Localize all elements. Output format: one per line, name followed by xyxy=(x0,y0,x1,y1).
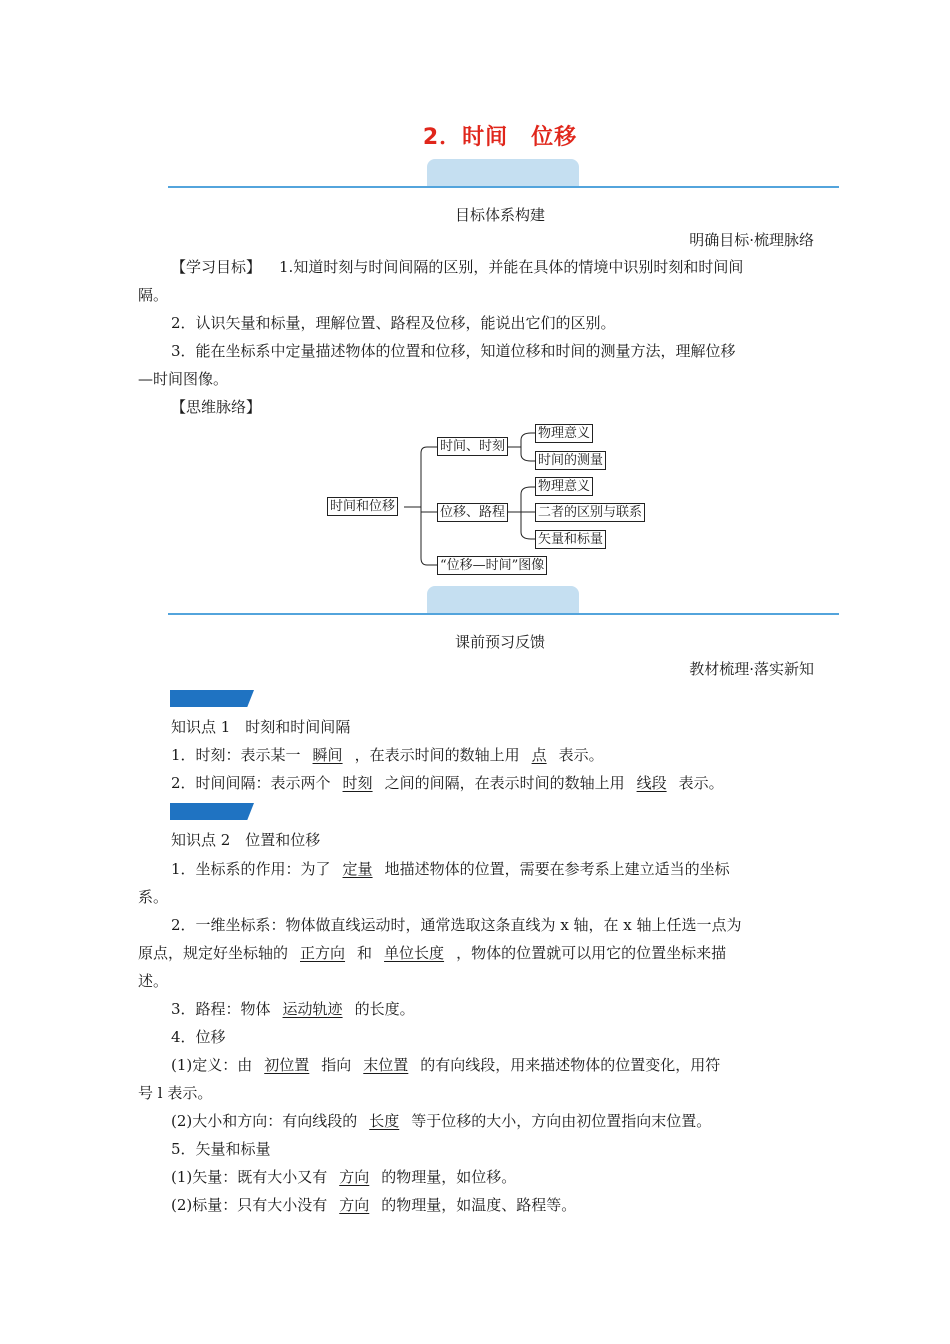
fill-blank: 时刻 xyxy=(342,774,373,792)
text: (1)矢量：既有大小又有 xyxy=(171,1168,328,1186)
mindmap-branch: “位移—时间”图像 xyxy=(437,556,547,575)
knowledge-badge xyxy=(170,690,254,707)
fill-blank: 线段 xyxy=(636,774,667,792)
goals-label: 【学习目标】 xyxy=(171,258,262,276)
text: 2．时间间隔：表示两个 xyxy=(171,774,331,792)
mindmap-label: 【思维脉络】 xyxy=(171,398,262,416)
goal-text: 1.知道时刻与时间间隔的区别，并能在具体的情境中识别时刻和时间间 xyxy=(279,258,744,276)
section-rule xyxy=(168,613,839,615)
text: 指向 xyxy=(321,1056,352,1074)
fill-blank: 方向 xyxy=(339,1168,370,1186)
text: 1．时刻：表示某一 xyxy=(171,746,301,764)
kp-line xyxy=(138,1107,814,1135)
section-subtitle: 教材梳理·落实新知 xyxy=(689,660,814,678)
kp-line xyxy=(138,855,814,883)
kp-line xyxy=(138,939,814,967)
page-title: 2．时间 位移 xyxy=(422,125,578,150)
kp-line: 系。 xyxy=(138,888,169,906)
kp-line xyxy=(138,1051,814,1079)
mindmap-leaf: 时间的测量 xyxy=(535,451,606,470)
kp-heading: 知识点 1 时刻和时间间隔 xyxy=(171,718,351,736)
fill-blank: 末位置 xyxy=(363,1056,409,1074)
mindmap-branch: 位移、路程 xyxy=(437,503,508,522)
text: 表示。 xyxy=(678,774,724,792)
fill-blank: 单位长度 xyxy=(384,944,445,962)
fill-blank: 正方向 xyxy=(300,944,346,962)
text: 的长度。 xyxy=(354,1000,415,1018)
kp-heading: 知识点 2 位置和位移 xyxy=(171,831,321,849)
text: 和 xyxy=(357,944,373,962)
section-tab xyxy=(427,586,579,614)
goal-line: 3．能在坐标系中定量描述物体的位置和位移，知道位移和时间的测量方法，理解位移 xyxy=(171,342,736,360)
goal-line: —时间图像。 xyxy=(138,370,229,388)
kp-line xyxy=(138,995,814,1023)
text: 原点，规定好坐标轴的 xyxy=(138,944,289,962)
fill-blank: 运动轨迹 xyxy=(282,1000,343,1018)
text: 地描述物体的位置，需要在参考系上建立适当的坐标 xyxy=(384,860,730,878)
knowledge-badge xyxy=(170,803,254,820)
text: 表示。 xyxy=(558,746,604,764)
section-subtitle: 明确目标·梳理脉络 xyxy=(689,231,814,249)
fill-blank: 长度 xyxy=(369,1112,400,1130)
text: 等于位移的大小，方向由初位置指向末位置。 xyxy=(411,1112,712,1130)
text: (2)标量：只有大小没有 xyxy=(171,1196,328,1214)
mindmap-branch: 时间、时刻 xyxy=(437,437,508,456)
kp-line xyxy=(138,1191,814,1219)
fill-blank: 瞬间 xyxy=(312,746,343,764)
fill-blank: 点 xyxy=(531,746,547,764)
section-title: 课前预习反馈 xyxy=(454,633,545,651)
kp-line: 5．矢量和标量 xyxy=(171,1140,271,1158)
kp-line xyxy=(138,1163,814,1191)
text: 1．坐标系的作用：为了 xyxy=(171,860,331,878)
text: 的有向线段，用来描述物体的位置变化，用符 xyxy=(420,1056,721,1074)
text: 3．路程：物体 xyxy=(171,1000,271,1018)
section-title: 目标体系构建 xyxy=(454,206,545,224)
kp-line: 述。 xyxy=(138,972,169,990)
kp-line xyxy=(138,769,814,797)
text: 的物理量，如位移。 xyxy=(381,1168,517,1186)
mindmap-leaf: 二者的区别与联系 xyxy=(535,503,645,522)
kp-line: 2．一维坐标系：物体做直线运动时，通常选取这条直线为 x 轴，在 x 轴上任选一点为 xyxy=(171,916,742,934)
fill-blank: 方向 xyxy=(339,1196,370,1214)
mindmap-leaf: 物理意义 xyxy=(535,424,593,443)
kp-line: 号 l 表示。 xyxy=(138,1084,213,1102)
mindmap-root: 时间和位移 xyxy=(327,497,398,516)
mindmap-leaf: 物理意义 xyxy=(535,477,593,496)
text: ，在表示时间的数轴上用 xyxy=(354,746,520,764)
text: (1)定义：由 xyxy=(171,1056,253,1074)
fill-blank: 定量 xyxy=(342,860,373,878)
goal-line: 2．认识矢量和标量，理解位置、路程及位移，能说出它们的区别。 xyxy=(171,314,616,332)
fill-blank: 初位置 xyxy=(264,1056,310,1074)
kp-line: 4．位移 xyxy=(171,1028,226,1046)
kp-line xyxy=(138,741,814,769)
mindmap-leaf: 矢量和标量 xyxy=(535,530,606,549)
goal-line: 隔。 xyxy=(138,286,169,304)
text: (2)大小和方向：有向线段的 xyxy=(171,1112,358,1130)
text: 的物理量，如温度、路程等。 xyxy=(381,1196,577,1214)
text: 之间的间隔，在表示时间的数轴上用 xyxy=(384,774,625,792)
text: ，物体的位置就可以用它的位置坐标来描 xyxy=(456,944,727,962)
